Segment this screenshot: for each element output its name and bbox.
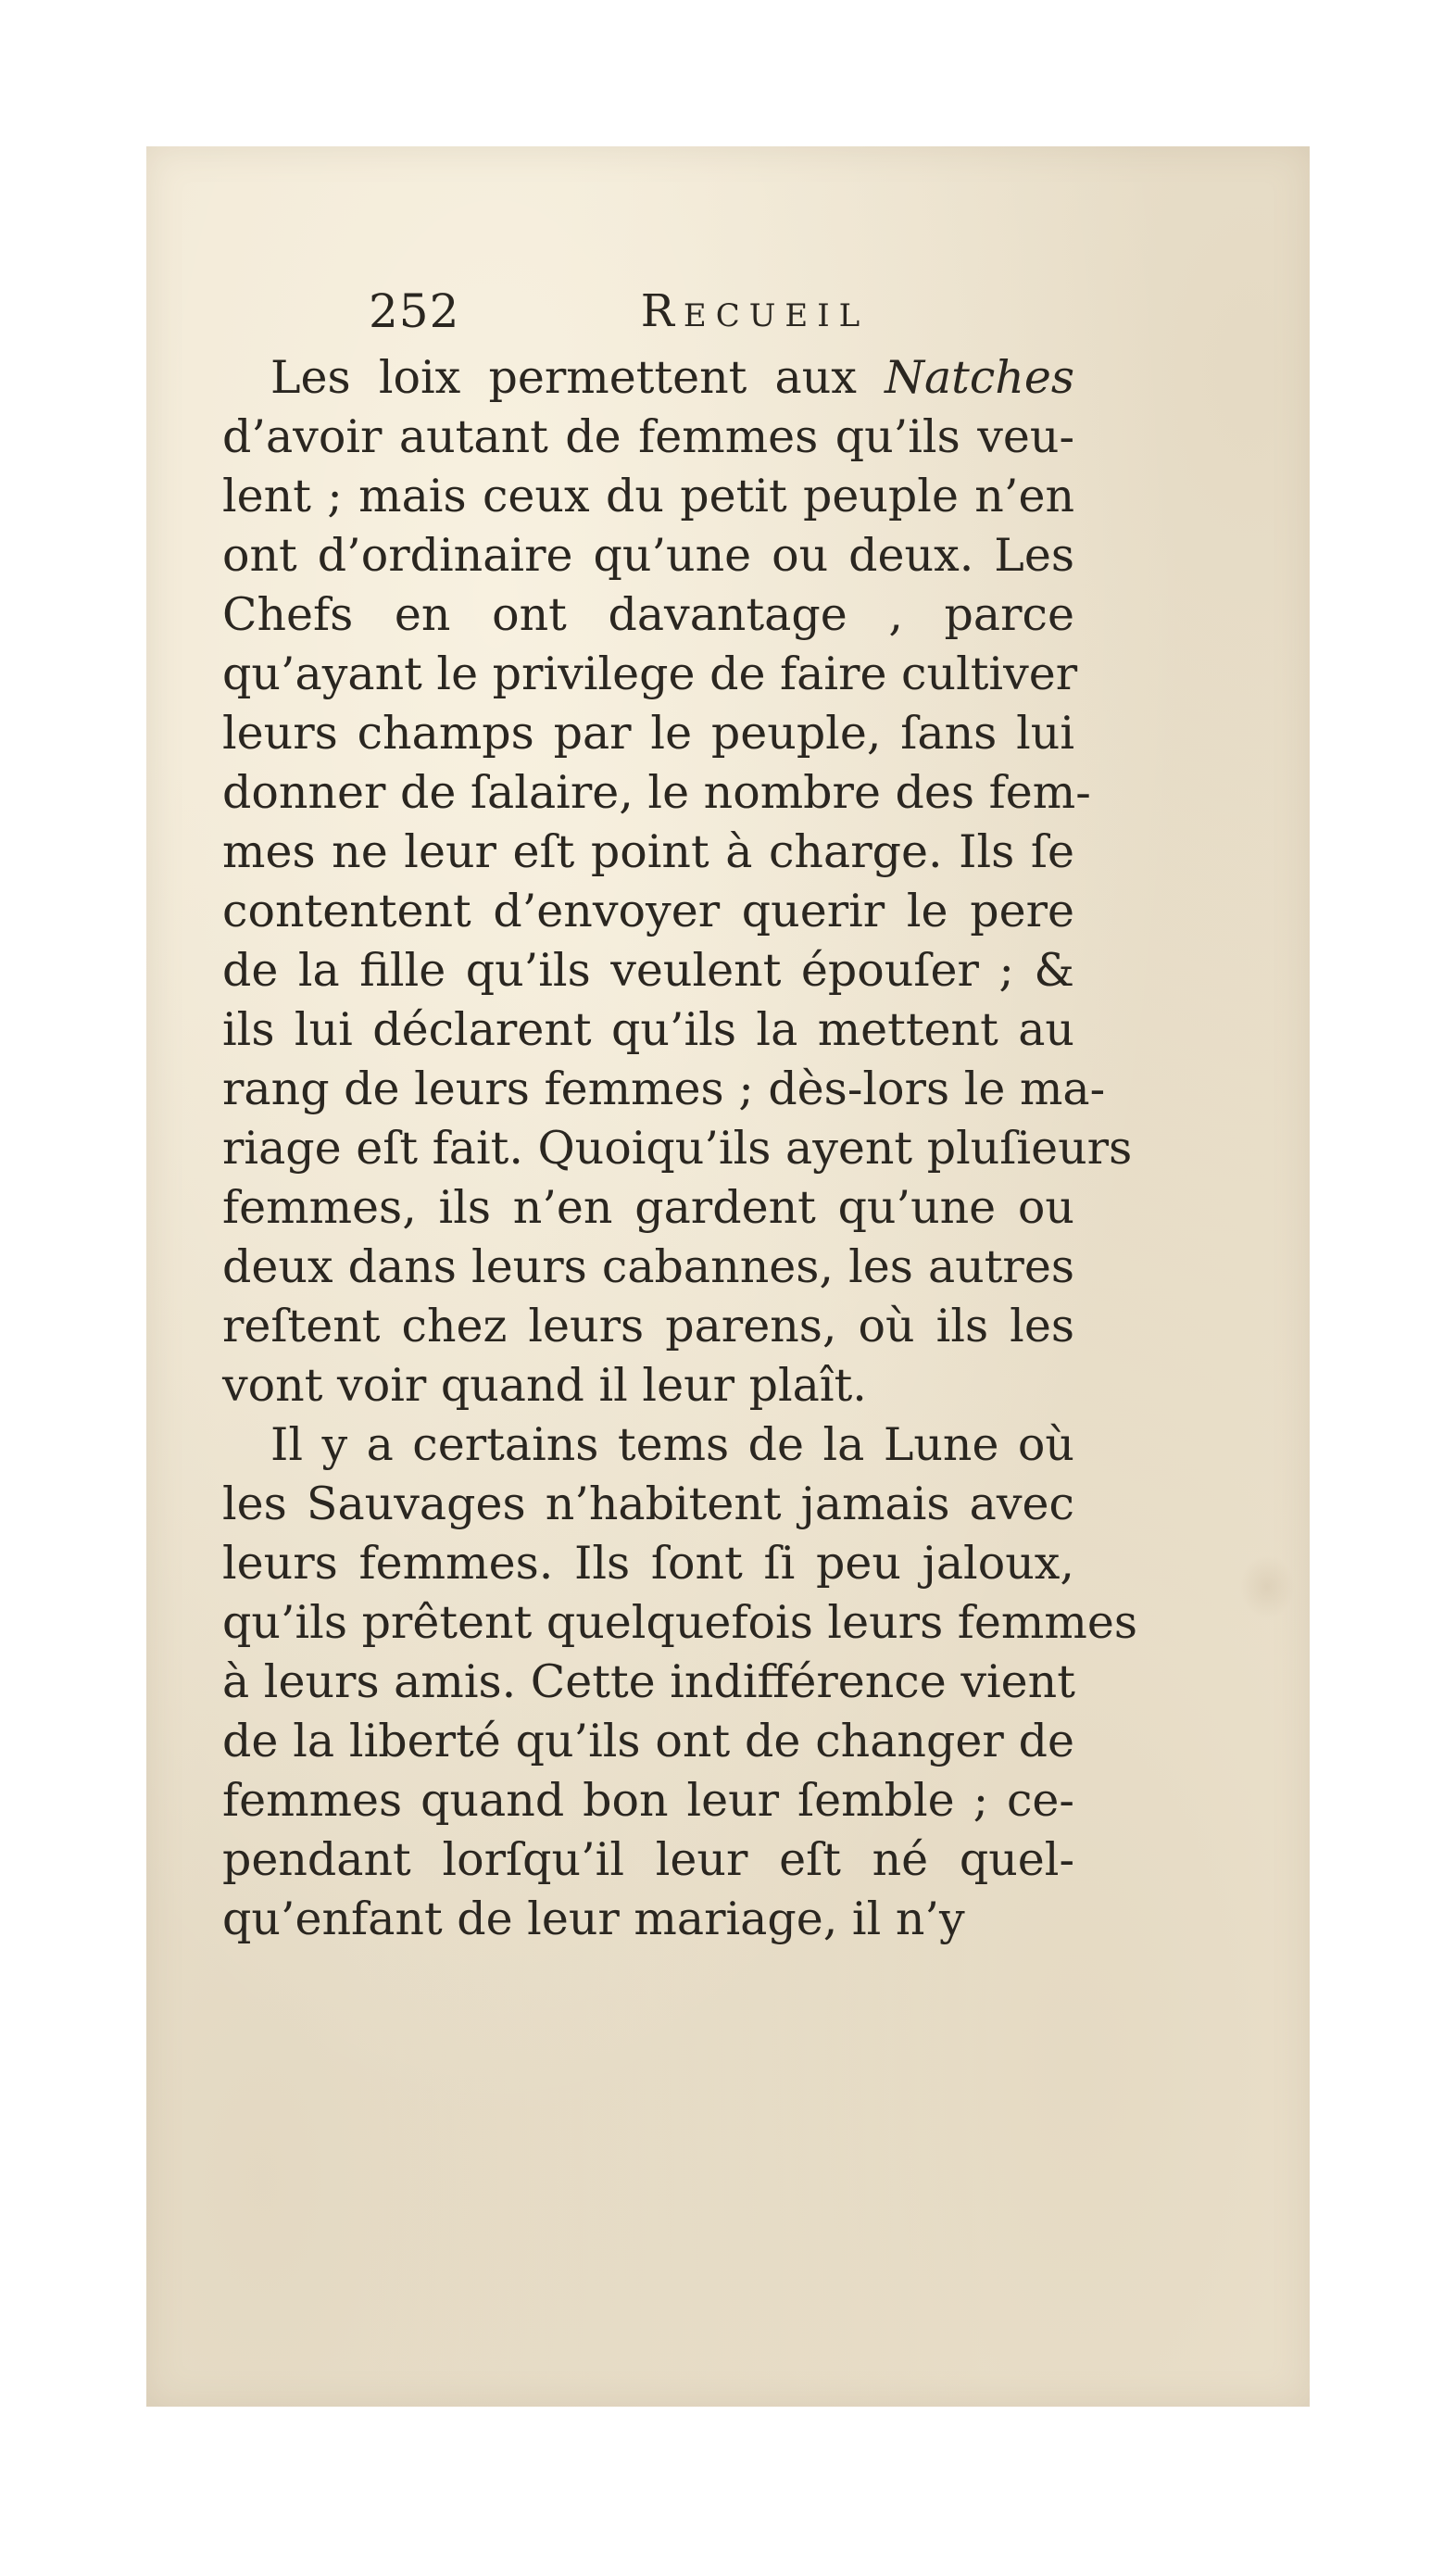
- text-line: femmes quand bon leur ſemble ; ce-: [222, 1774, 1074, 1827]
- text-line: deux dans leurs cabannes, les autres: [222, 1240, 1074, 1293]
- text-line: mes ne leur eſt point à charge. Ils ſe: [222, 825, 1074, 878]
- text-line: donner de ſalaire, le nombre des fem-: [222, 766, 1091, 819]
- text-line: Chefs en ont davantage , parce: [222, 588, 1074, 641]
- text-line: à leurs amis. Cette indifférence vient: [222, 1655, 1075, 1708]
- running-head: Recueil: [640, 285, 870, 337]
- text-line: d’avoir autant de femmes qu’ils veu-: [222, 410, 1074, 463]
- text-line: lent ; mais ceux du petit peuple n’en: [222, 470, 1074, 522]
- text-run: Les loix permettent aux: [270, 351, 885, 404]
- page-text: [222, 278, 1232, 1945]
- italic-word: Natches: [885, 351, 1074, 404]
- text-line: vont voir quand il leur plaît.: [222, 1359, 867, 1412]
- text-line: de la fille qu’ils veulent épouſer ; &: [222, 944, 1074, 997]
- text-line: ont d’ordinaire qu’une ou deux. Les: [222, 529, 1074, 582]
- text-line: qu’enfant de leur mariage, il n’y: [222, 1893, 965, 1945]
- text-line: Il y a certains tems de la Lune où: [270, 1418, 1074, 1471]
- text-line: de la liberté qu’ils ont de changer de: [222, 1715, 1074, 1767]
- text-line: contentent d’envoyer querir le pere: [222, 885, 1074, 937]
- text-line: leurs femmes. Ils ſont ſi peu jaloux,: [222, 1537, 1074, 1590]
- paper-stain: [1239, 1554, 1295, 1619]
- text-line: riage eſt fait. Quoiqu’ils ayent pluſieurs: [222, 1122, 1133, 1175]
- text-line: rang de leurs femmes ; dès-lors le ma-: [222, 1063, 1106, 1115]
- text-line: reſtent chez leurs parens, où ils les: [222, 1300, 1074, 1352]
- text-line: femmes, ils n’en gardent qu’une ou: [222, 1181, 1074, 1234]
- text-line: qu’ils prêtent quelquefois leurs femmes: [222, 1596, 1137, 1649]
- text-line: ils lui déclarent qu’ils la mettent au: [222, 1003, 1074, 1056]
- page-number: 252: [369, 284, 460, 338]
- page-header: [222, 278, 1232, 345]
- text-line: les Sauvages n’habitent jamais avec: [222, 1478, 1074, 1530]
- text-line: pendant lorſqu’il leur eſt né quel-: [222, 1833, 1074, 1886]
- text-line: qu’ayant le privilege de faire cultiver: [222, 648, 1078, 700]
- text-line: [222, 348, 1074, 408]
- text-line: leurs champs par le peuple, ſans lui: [222, 707, 1074, 760]
